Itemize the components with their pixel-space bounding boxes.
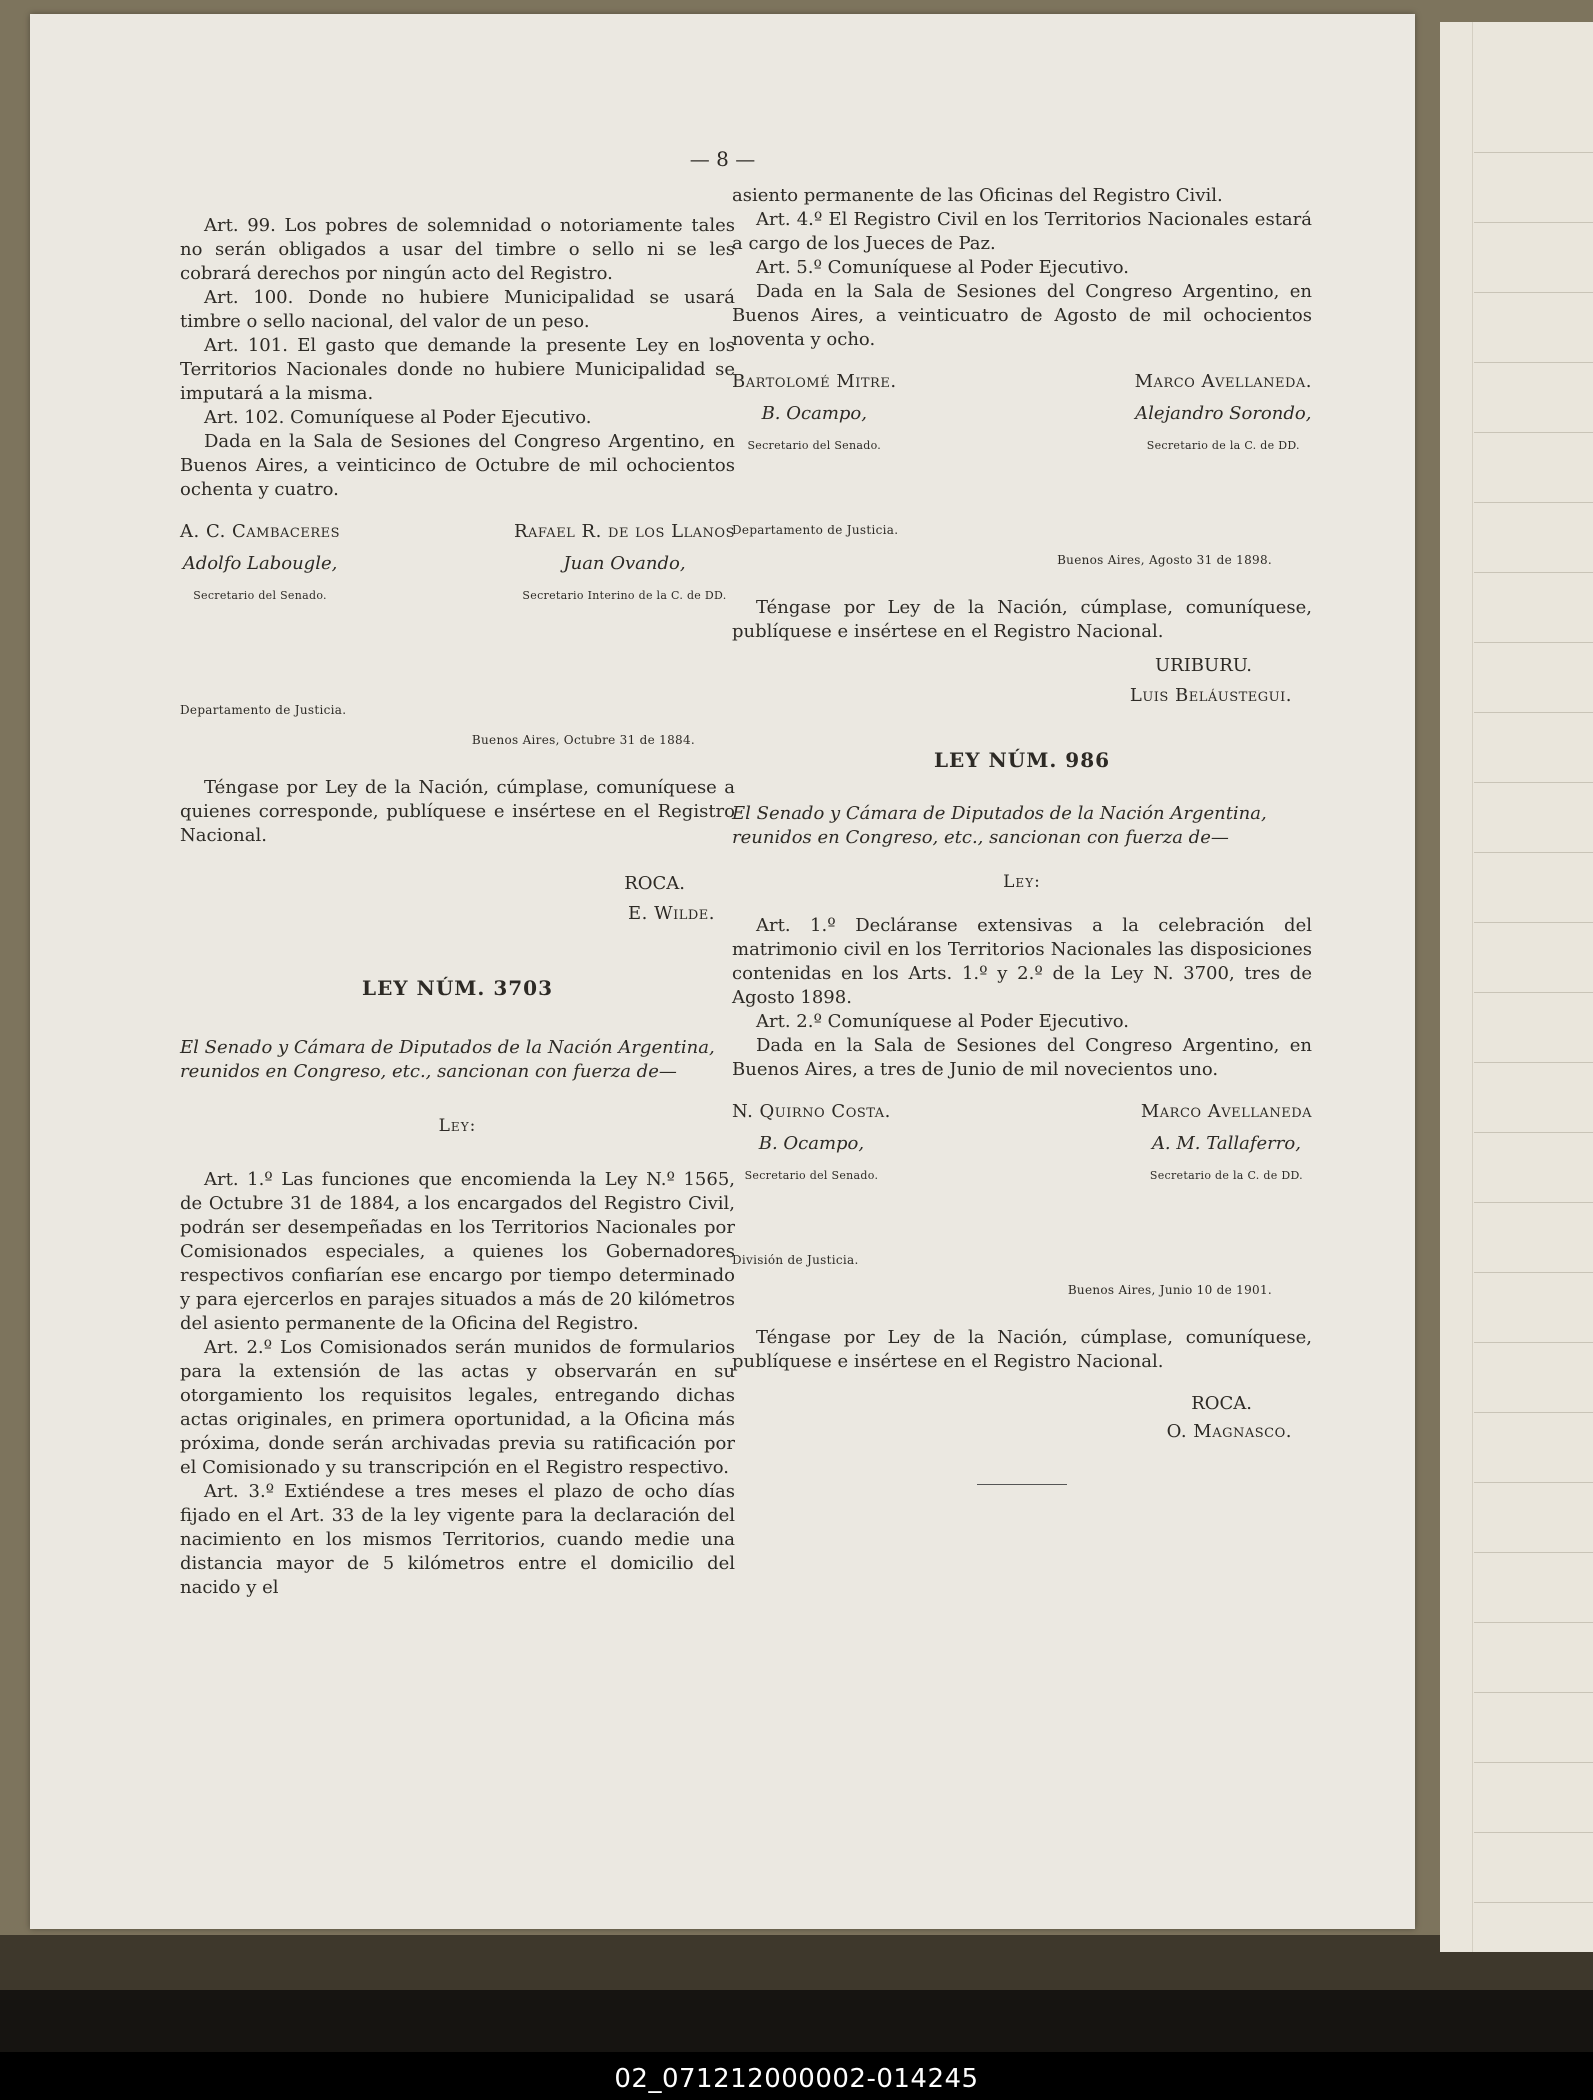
president-name: URIBURU. (1154, 655, 1252, 676)
secretary-role: Secretario de la C. de DD. (1146, 439, 1300, 452)
left-column (180, 214, 735, 1600)
ley-label: Ley: (438, 1116, 477, 1136)
law-heading: LEY NÚM. 986 (933, 748, 1111, 772)
ley-label: Ley: (1003, 872, 1041, 892)
signature-block (180, 520, 735, 608)
minister-name: O. Magnasco. (1166, 1421, 1292, 1442)
signatory-name: Bartolomé Mitre. (732, 371, 897, 392)
secretary-role: Secretario del Senado. (744, 1169, 879, 1182)
chamber-signature (1135, 370, 1312, 458)
signatory-name: Marco Avellaneda. (1134, 371, 1312, 392)
secretary-name: Alejandro Sorondo, (1135, 403, 1312, 424)
president-name: ROCA. (1191, 1393, 1252, 1414)
signatory-name: Rafael R. de los Llanos (513, 521, 735, 542)
footer-bar (0, 2052, 1593, 2100)
chamber-signature (1141, 1100, 1312, 1188)
promulgation-date: Buenos Aires, Octubre 31 de 1884. (471, 733, 695, 747)
document-page (30, 14, 1415, 1929)
binder-edge (0, 1935, 1593, 1990)
senate-signature (180, 520, 340, 608)
department-label: Departamento de Justicia. (180, 703, 347, 717)
enactment-clause: Dada en la Sala de Sesiones del Congreso Argentino, en Buenos Aires, a veinticuatro de Agosto de mil ochocientos noventa y ocho. (732, 281, 1312, 350)
secretary-role: Secretario del Senado. (193, 589, 327, 602)
article: Art. 1.º Decláranse extensivas a la celebración del matrimonio civil en los Territorios Nacionales las disposiciones contenidas en los Arts. 1.º y 2.º de la Ley N. 3700, tres de Agosto 1898. (732, 915, 1312, 1008)
secretary-name: Adolfo Labougle, (182, 553, 338, 574)
senate-signature (732, 1100, 891, 1188)
secretary-role: Secretario de la C. de DD. (1149, 1169, 1303, 1182)
president-name: ROCA. (624, 873, 685, 894)
article: Art. 99. Los pobres de solemnidad o notoriamente tales no serán obligados a usar del timbre o sello ni se les cobrará derechos por ningún acto del Registro. (180, 215, 735, 284)
promulgation-decree: Téngase por Ley de la Nación, cúmplase, comuníquese, publíquese e insértese en el Registro Nacional. (732, 597, 1312, 642)
right-column (732, 184, 1312, 1485)
enactment-clause: Dada en la Sala de Sesiones del Congreso Argentino, en Buenos Aires, a veinticinco de Octubre de mil ochocientos ochenta y cuatro. (180, 431, 735, 500)
signature-block (732, 370, 1312, 458)
secretary-role: Secretario Interino de la C. de DD. (522, 589, 727, 602)
senate-signature (732, 370, 897, 458)
article: Art. 101. El gasto que demande la presente Ley en los Territorios Nacionales donde no hubiere Municipalidad se imputará a la misma. (180, 335, 735, 404)
article: Art. 2.º Comuníquese al Poder Ejecutivo. (756, 1011, 1130, 1032)
secretary-name: B. Ocampo, (761, 403, 867, 424)
law-heading: LEY NÚM. 3703 (362, 976, 553, 1000)
article-continuation: asiento permanente de las Oficinas del Registro Civil. (732, 185, 1223, 206)
secretary-name: A. M. Tallaferro, (1151, 1133, 1301, 1154)
underlying-ruled-page (1440, 22, 1593, 1952)
scan-identifier: 02_071212000002-014245 (614, 2064, 979, 2094)
law-preamble: El Senado y Cámara de Diputados de la Nación Argentina, reunidos en Congreso, etc., sancionan con fuerza de— (180, 1037, 715, 1082)
article: Art. 5.º Comuníquese al Poder Ejecutivo. (756, 257, 1130, 278)
secretary-role: Secretario del Senado. (747, 439, 882, 452)
promulgation-decree: Téngase por Ley de la Nación, cúmplase, comuníquese, publíquese e insértese en el Registro Nacional. (732, 1327, 1312, 1372)
signatory-name: A. C. Cambaceres (180, 521, 341, 542)
signatory-name: Marco Avellaneda (1140, 1101, 1312, 1122)
article: Art. 102. Comuníquese al Poder Ejecutivo. (204, 407, 592, 428)
enactment-clause: Dada en la Sala de Sesiones del Congreso Argentino, en Buenos Aires, a tres de Junio de mil novecientos uno. (732, 1035, 1312, 1080)
minister-name: Luis Beláustegui. (1129, 685, 1292, 706)
department-label: Departamento de Justicia. (732, 523, 899, 537)
minister-name: E. Wilde. (628, 903, 715, 924)
article: Art. 1.º Las funciones que encomienda la Ley N.º 1565, de Octubre 31 de 1884, a los encargados del Registro Civil, podrán ser desempeñadas en los Territorios Nacionales por Comisionados especiales, a quienes los Gobernadores respectivos confiarían ese encargo por tiempo determinado y para ejercerlos en parajes situados a más de 20 kilómetros del asiento permanente de la Oficina del Registro. (180, 1169, 735, 1334)
secretary-name: Juan Ovando, (563, 553, 686, 574)
secretary-name: B. Ocampo, (758, 1133, 865, 1154)
promulgation-date: Buenos Aires, Agosto 31 de 1898. (1057, 553, 1272, 567)
chamber-signature (514, 520, 735, 608)
article: Art. 100. Donde no hubiere Municipalidad se usará timbre o sello nacional, del valor de un peso. (180, 287, 735, 332)
promulgation-decree: Téngase por Ley de la Nación, cúmplase, comuníquese a quienes corresponde, publíquese e insértese en el Registro Nacional. (180, 777, 735, 846)
closing-rule (977, 1484, 1067, 1485)
article: Art. 2.º Los Comisionados serán munidos de formularios para la extensión de las actas y observarán en su otorgamiento los requisitos legales, entregando dichas actas originales, en primera oportunidad, a la Oficina más próxima, donde serán archivadas previa su ratificación por el Comisionado y su transcripción en el Registro respectivo. (180, 1337, 735, 1478)
signatory-name: N. Quirno Costa. (732, 1101, 891, 1122)
promulgation-date: Buenos Aires, Junio 10 de 1901. (1067, 1283, 1272, 1297)
law-preamble: El Senado y Cámara de Diputados de la Nación Argentina, reunidos en Congreso, etc., sancionan con fuerza de— (732, 803, 1267, 848)
department-label: División de Justicia. (732, 1253, 859, 1267)
signature-block (732, 1100, 1312, 1188)
article: Art. 4.º El Registro Civil en los Territorios Nacionales estará a cargo de los Jueces de Paz. (732, 209, 1312, 254)
article: Art. 3.º Extiéndese a tres meses el plazo de ocho días fijado en el Art. 33 de la ley vigente para la declaración del nacimiento en los mismos Territorios, cuando medie una distancia mayor de 5 kilómetros entre el domicilio del nacido y el (180, 1481, 735, 1598)
page-number: — 8 — (689, 147, 756, 171)
